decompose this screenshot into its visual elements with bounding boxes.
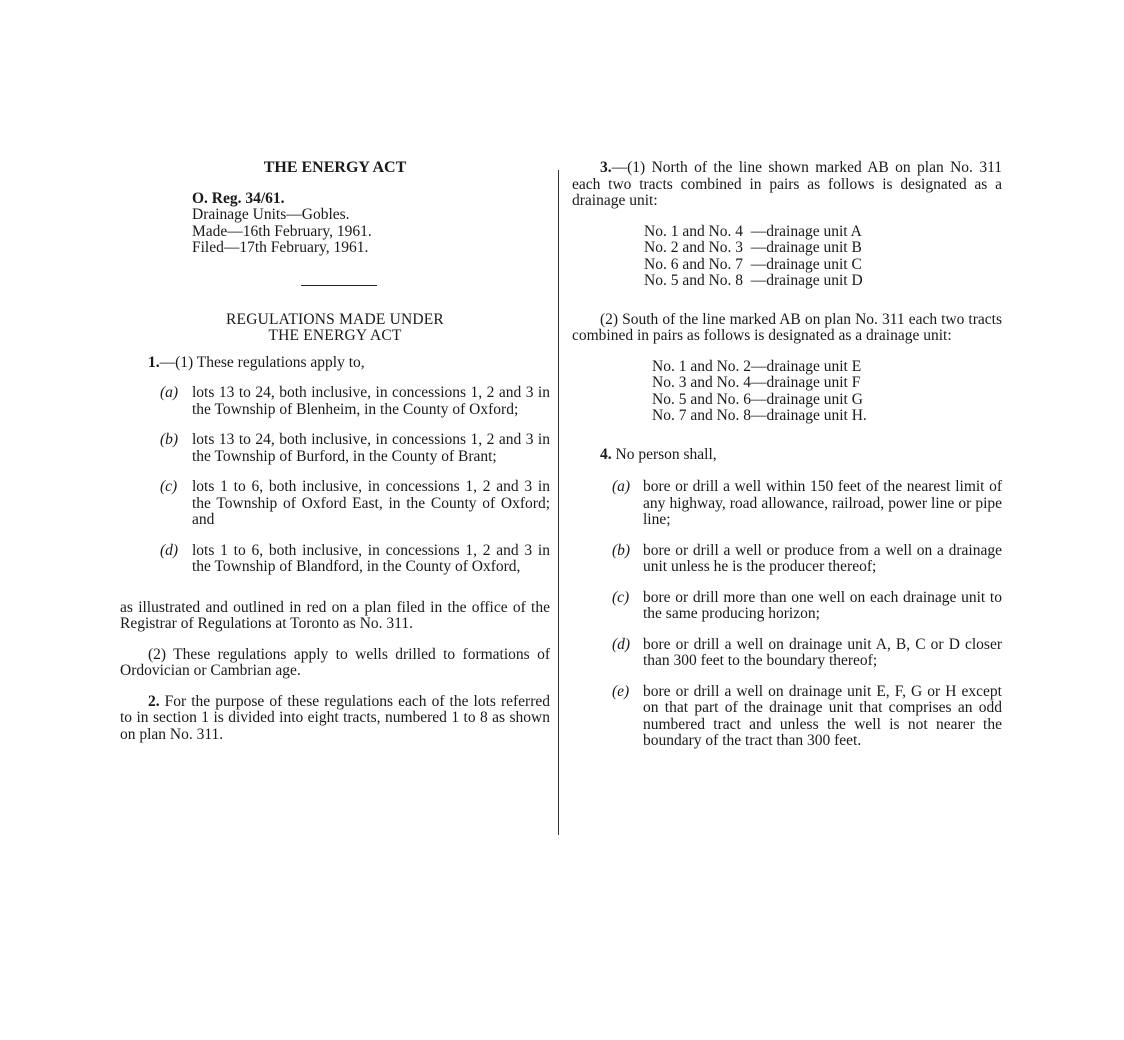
- drainage-units-south: [652, 359, 1002, 425]
- clause-4a: [612, 479, 1002, 529]
- unit-line: No. 6 and No. 7 —drainage unit C: [644, 255, 862, 273]
- clause-a: [160, 385, 550, 418]
- divider-rule: [301, 285, 377, 286]
- clause-label: (b): [612, 541, 631, 559]
- section-4-text: No person shall,: [611, 445, 717, 463]
- regulations-subheading: [120, 312, 550, 345]
- unit-line: No. 7 and No. 8—drainage unit H.: [652, 407, 867, 424]
- regulation-number: O. Reg. 34/61.: [192, 189, 285, 207]
- unit-line: No. 1 and No. 4 —drainage unit A: [644, 222, 862, 240]
- subheading-line-2: THE ENERGY ACT: [268, 327, 402, 344]
- section-4-intro: [600, 447, 1002, 464]
- clause-text: bore or drill a well on drainage unit A, B, C or D closer than 300 feet to the boundary thereof;: [643, 635, 1002, 669]
- clause-text: bore or drill a well within 150 feet of the nearest limit of any highway, road allowance, railroad, power line or pipe line;: [643, 478, 1002, 528]
- unit-line: No. 5 and No. 6—drainage unit G: [652, 390, 863, 408]
- clause-label: (a): [612, 478, 631, 495]
- section-2: [120, 694, 550, 744]
- clause-label: (b): [160, 431, 179, 448]
- clause-4c: [612, 590, 1002, 623]
- regulation-subject: Drainage Units—Gobles.: [192, 206, 350, 223]
- clause-4e: [612, 684, 1002, 750]
- clause-c: [160, 479, 550, 529]
- column-divider: [558, 170, 559, 835]
- clause-label: (a): [160, 384, 179, 401]
- unit-line: No. 2 and No. 3 —drainage unit B: [644, 239, 862, 256]
- clause-text: lots 1 to 6, both inclusive, in concessions 1, 2 and 3 in the Township of Oxford East, in the County of Oxford; and: [192, 478, 550, 528]
- regulation-header: [192, 191, 550, 257]
- drainage-units-north: [644, 224, 1002, 290]
- subheading-line-1: REGULATIONS MADE UNDER: [226, 310, 444, 328]
- unit-line: No. 1 and No. 2—drainage unit E: [652, 357, 862, 375]
- clause-label: (c): [160, 478, 178, 495]
- clause-label: (d): [612, 635, 631, 653]
- clause-4d: [612, 637, 1002, 670]
- section-4-number: 4.: [600, 445, 612, 463]
- section-3: [572, 160, 1002, 210]
- clause-text: lots 13 to 24, both inclusive, in concessions 1, 2 and 3 in the Township of Blenheim, in the County of Oxford;: [192, 384, 550, 418]
- clause-text: bore or drill a well or produce from a well on a drainage unit unless he is the producer thereof;: [643, 541, 1002, 575]
- section-1-number: 1.: [148, 353, 160, 371]
- left-column: [120, 160, 550, 757]
- clause-text: bore or drill more than one well on each drainage unit to the same producing horizon;: [643, 588, 1002, 622]
- clause-text: bore or drill a well on drainage unit E, F, G or H except on that part of the drainage unit that comprises an odd numbered tract and unless the well is not nearer the boundary of the tract than 300 feet.: [643, 682, 1002, 749]
- clause-4b: [612, 543, 1002, 576]
- unit-line: No. 3 and No. 4—drainage unit F: [652, 374, 861, 391]
- regulation-made-date: Made—16th February, 1961.: [192, 222, 372, 240]
- section-3-number: 3.: [600, 159, 612, 176]
- section-1-intro: [148, 355, 550, 372]
- clause-text: lots 1 to 6, both inclusive, in concessions 1, 2 and 3 in the Township of Blandford, in the County of Oxford,: [192, 541, 550, 575]
- section-2-text: For the purpose of these regulations each of the lots referred to in section 1 is divided into eight tracts, numbered 1 to 8 as shown on plan No. 311.: [120, 692, 550, 743]
- right-column: [572, 160, 1002, 764]
- regulation-filed-date: Filed—17th February, 1961.: [192, 239, 369, 256]
- section-1-text: —(1) These regulations apply to,: [159, 353, 365, 371]
- clause-label: (c): [612, 588, 630, 606]
- act-title: THE ENERGY ACT: [263, 159, 407, 176]
- section-3-text: —(1) North of the line shown marked AB on plan No. 311 each two tracts combined in pairs as follows is designated as a drainage unit:: [572, 159, 1002, 209]
- illustrated-paragraph: as illustrated and outlined in red on a plan filed in the office of the Registrar of Regulations at Toronto as No. 311.: [120, 598, 550, 632]
- section-2-number: 2.: [148, 692, 160, 710]
- section-1-subsection-2: (2) These regulations apply to wells drilled to formations of Ordovician or Cambrian age.: [120, 645, 550, 679]
- clause-text: lots 13 to 24, both inclusive, in concessions 1, 2 and 3 in the Township of Burford, in the County of Brant;: [192, 431, 550, 465]
- clause-b: [160, 432, 550, 465]
- section-3-subsection-2: (2) South of the line marked AB on plan No. 311 each two tracts combined in pairs as follows is designated as a drainage unit:: [572, 310, 1002, 344]
- unit-line: No. 5 and No. 8 —drainage unit D: [644, 272, 863, 289]
- clause-d: [160, 543, 550, 576]
- clause-label: (e): [612, 682, 630, 700]
- clause-label: (d): [160, 541, 179, 559]
